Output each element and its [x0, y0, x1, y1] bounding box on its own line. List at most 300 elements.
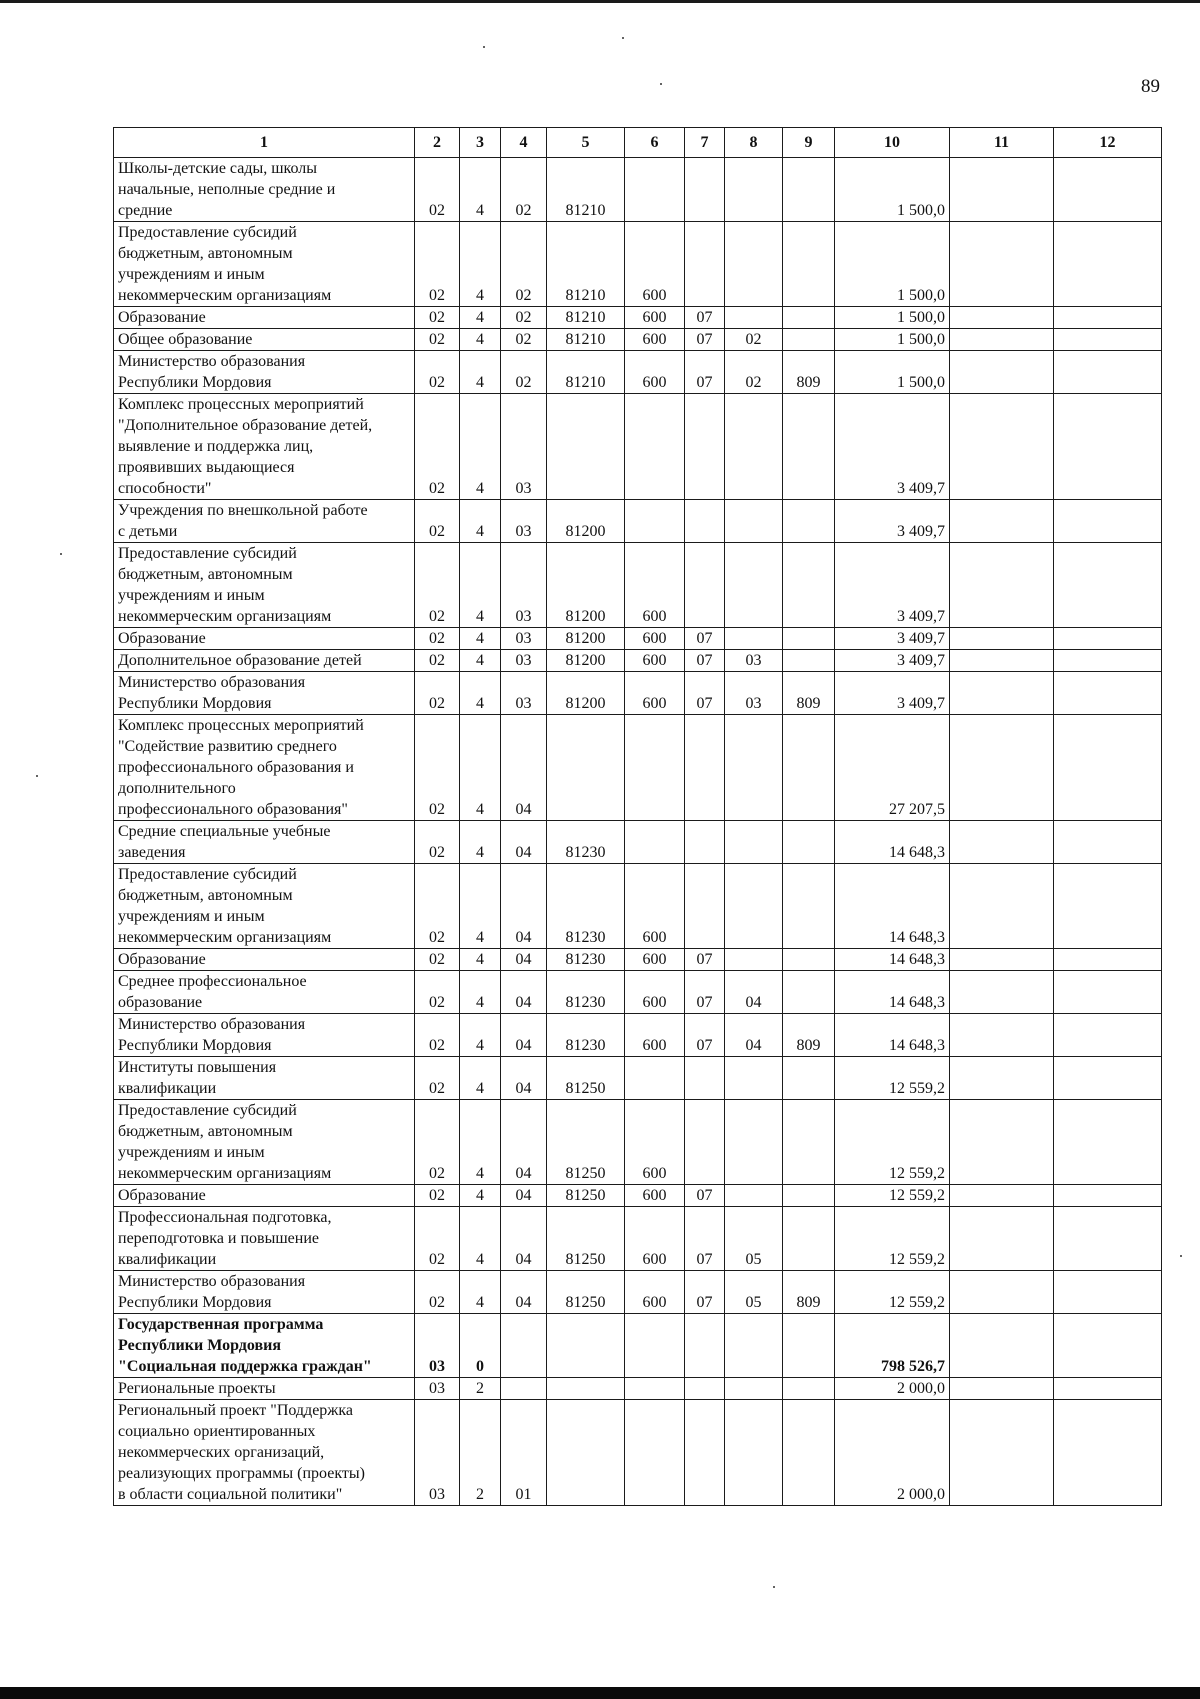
cell-col-9: [783, 394, 835, 500]
cell-col-10: 12 559,2: [835, 1207, 950, 1271]
cell-col-9: [783, 329, 835, 351]
cell-col-2: 02: [415, 543, 460, 628]
table-row: [114, 628, 1162, 650]
cell-col-6: 600: [625, 1014, 685, 1057]
cell-col-9: [783, 949, 835, 971]
cell-col-12: [1054, 394, 1162, 500]
cell-col-7: 07: [685, 949, 725, 971]
cell-col-2: 02: [415, 628, 460, 650]
cell-col-12: [1054, 1014, 1162, 1057]
cell-col-8: [725, 821, 783, 864]
cell-col-4: 04: [501, 971, 547, 1014]
row-name-cell: Министерство образования Республики Мордовия: [114, 351, 415, 394]
cell-col-4: 04: [501, 1100, 547, 1185]
cell-col-3: 4: [460, 394, 501, 500]
row-name-cell: Образование: [114, 1185, 415, 1207]
cell-col-2: 03: [415, 1314, 460, 1378]
cell-col-2: 02: [415, 1185, 460, 1207]
cell-col-7: [685, 821, 725, 864]
cell-col-2: 02: [415, 394, 460, 500]
cell-col-9: [783, 1185, 835, 1207]
cell-col-4: 04: [501, 949, 547, 971]
cell-col-10: 1 500,0: [835, 329, 950, 351]
cell-col-8: 03: [725, 650, 783, 672]
cell-col-11: [950, 500, 1054, 543]
cell-col-12: [1054, 1271, 1162, 1314]
cell-col-7: 07: [685, 1014, 725, 1057]
cell-col-12: [1054, 1378, 1162, 1400]
column-header: 5: [547, 128, 625, 158]
cell-col-12: [1054, 971, 1162, 1014]
table-row: [114, 158, 1162, 222]
cell-col-6: [625, 821, 685, 864]
table-row: [114, 672, 1162, 715]
cell-col-4: 03: [501, 672, 547, 715]
row-name-cell: Среднее профессиональное образование: [114, 971, 415, 1014]
cell-col-2: 02: [415, 650, 460, 672]
cell-col-9: [783, 543, 835, 628]
cell-col-3: 4: [460, 158, 501, 222]
row-name-cell: Учреждения по внешкольной работе с детьми: [114, 500, 415, 543]
cell-col-6: [625, 1378, 685, 1400]
cell-col-5: 81210: [547, 329, 625, 351]
cell-col-6: [625, 158, 685, 222]
cell-col-12: [1054, 351, 1162, 394]
cell-col-4: 04: [501, 1271, 547, 1314]
cell-col-5: 81200: [547, 628, 625, 650]
cell-col-4: 02: [501, 222, 547, 307]
cell-col-5: 81230: [547, 864, 625, 949]
cell-col-12: [1054, 715, 1162, 821]
cell-col-4: [501, 1314, 547, 1378]
cell-col-3: 4: [460, 949, 501, 971]
cell-col-5: [547, 715, 625, 821]
cell-col-3: 4: [460, 715, 501, 821]
row-name-cell: Предоставление субсидий бюджетным, автономным учреждениям и иным некоммерческим организациям: [114, 222, 415, 307]
cell-col-5: 81250: [547, 1271, 625, 1314]
cell-col-12: [1054, 1400, 1162, 1506]
cell-col-9: [783, 1400, 835, 1506]
cell-col-10: 12 559,2: [835, 1185, 950, 1207]
cell-col-9: [783, 821, 835, 864]
cell-col-4: 02: [501, 329, 547, 351]
cell-col-4: 03: [501, 543, 547, 628]
cell-col-2: 02: [415, 351, 460, 394]
cell-col-4: [501, 1378, 547, 1400]
cell-col-5: 81230: [547, 949, 625, 971]
cell-col-5: 81200: [547, 650, 625, 672]
cell-col-7: [685, 1057, 725, 1100]
cell-col-2: 02: [415, 500, 460, 543]
cell-col-11: [950, 971, 1054, 1014]
cell-col-2: 02: [415, 1014, 460, 1057]
cell-col-6: 600: [625, 1185, 685, 1207]
cell-col-5: 81210: [547, 351, 625, 394]
table-row: [114, 1057, 1162, 1100]
row-name-cell: Институты повышения квалификации: [114, 1057, 415, 1100]
column-header: 2: [415, 128, 460, 158]
cell-col-11: [950, 1100, 1054, 1185]
table-body: [114, 158, 1162, 1506]
cell-col-10: 3 409,7: [835, 650, 950, 672]
cell-col-4: 04: [501, 1185, 547, 1207]
cell-col-11: [950, 1271, 1054, 1314]
cell-col-11: [950, 1185, 1054, 1207]
cell-col-6: [625, 394, 685, 500]
cell-col-2: 02: [415, 949, 460, 971]
scan-speck: [660, 83, 662, 85]
cell-col-3: 4: [460, 351, 501, 394]
table-row: [114, 864, 1162, 949]
cell-col-3: 4: [460, 672, 501, 715]
cell-col-8: [725, 1314, 783, 1378]
cell-col-7: 07: [685, 1185, 725, 1207]
cell-col-3: 4: [460, 500, 501, 543]
cell-col-10: 12 559,2: [835, 1271, 950, 1314]
cell-col-5: 81210: [547, 222, 625, 307]
column-header: 6: [625, 128, 685, 158]
table-row: [114, 394, 1162, 500]
cell-col-7: [685, 1400, 725, 1506]
cell-col-8: [725, 1057, 783, 1100]
cell-col-6: 600: [625, 1100, 685, 1185]
table-row: [114, 1400, 1162, 1506]
cell-col-4: 04: [501, 821, 547, 864]
cell-col-4: 02: [501, 351, 547, 394]
cell-col-9: [783, 1314, 835, 1378]
cell-col-9: [783, 650, 835, 672]
table-row: [114, 222, 1162, 307]
cell-col-9: 809: [783, 1271, 835, 1314]
cell-col-5: 81230: [547, 971, 625, 1014]
cell-col-6: [625, 715, 685, 821]
cell-col-12: [1054, 329, 1162, 351]
cell-col-8: 03: [725, 672, 783, 715]
table-row: [114, 1378, 1162, 1400]
cell-col-12: [1054, 1057, 1162, 1100]
column-header: 11: [950, 128, 1054, 158]
cell-col-3: 4: [460, 821, 501, 864]
cell-col-6: [625, 1314, 685, 1378]
cell-col-8: [725, 500, 783, 543]
cell-col-5: 81200: [547, 500, 625, 543]
cell-col-10: 3 409,7: [835, 394, 950, 500]
cell-col-11: [950, 864, 1054, 949]
table-row: [114, 1271, 1162, 1314]
cell-col-8: [725, 715, 783, 821]
cell-col-12: [1054, 1185, 1162, 1207]
cell-col-7: 07: [685, 307, 725, 329]
cell-col-4: 04: [501, 1207, 547, 1271]
budget-table: [113, 127, 1162, 1506]
cell-col-9: [783, 1207, 835, 1271]
cell-col-11: [950, 307, 1054, 329]
cell-col-10: 2 000,0: [835, 1378, 950, 1400]
table-row: [114, 821, 1162, 864]
cell-col-10: 1 500,0: [835, 222, 950, 307]
cell-col-11: [950, 394, 1054, 500]
cell-col-4: 04: [501, 1014, 547, 1057]
cell-col-11: [950, 1400, 1054, 1506]
cell-col-4: 03: [501, 650, 547, 672]
row-name-cell: Региональный проект "Поддержка социально ориентированных некоммерческих организаций, реализующих программы (проекты) в области социальной политики": [114, 1400, 415, 1506]
cell-col-9: 809: [783, 1014, 835, 1057]
cell-col-7: [685, 1378, 725, 1400]
cell-col-12: [1054, 864, 1162, 949]
cell-col-9: [783, 628, 835, 650]
cell-col-2: 02: [415, 1271, 460, 1314]
table-row: [114, 1207, 1162, 1271]
table-row: [114, 971, 1162, 1014]
cell-col-2: 02: [415, 971, 460, 1014]
cell-col-8: [725, 864, 783, 949]
cell-col-12: [1054, 1207, 1162, 1271]
cell-col-5: [547, 1400, 625, 1506]
cell-col-5: 81210: [547, 307, 625, 329]
cell-col-7: [685, 1314, 725, 1378]
cell-col-7: 07: [685, 351, 725, 394]
cell-col-3: 4: [460, 222, 501, 307]
cell-col-8: 04: [725, 1014, 783, 1057]
row-name-cell: Общее образование: [114, 329, 415, 351]
cell-col-6: 600: [625, 307, 685, 329]
cell-col-3: 4: [460, 329, 501, 351]
cell-col-2: 02: [415, 307, 460, 329]
cell-col-4: 02: [501, 158, 547, 222]
cell-col-10: 798 526,7: [835, 1314, 950, 1378]
cell-col-3: 4: [460, 1057, 501, 1100]
cell-col-5: 81210: [547, 158, 625, 222]
cell-col-8: [725, 1378, 783, 1400]
cell-col-7: [685, 1100, 725, 1185]
table-row: [114, 329, 1162, 351]
row-name-cell: Образование: [114, 949, 415, 971]
cell-col-12: [1054, 628, 1162, 650]
cell-col-11: [950, 1378, 1054, 1400]
cell-col-11: [950, 715, 1054, 821]
cell-col-9: 809: [783, 672, 835, 715]
cell-col-7: [685, 864, 725, 949]
column-header: 8: [725, 128, 783, 158]
cell-col-10: 12 559,2: [835, 1057, 950, 1100]
column-header: 1: [114, 128, 415, 158]
cell-col-12: [1054, 1100, 1162, 1185]
cell-col-11: [950, 222, 1054, 307]
cell-col-3: 4: [460, 628, 501, 650]
cell-col-5: 81230: [547, 821, 625, 864]
cell-col-8: [725, 1185, 783, 1207]
cell-col-8: 02: [725, 351, 783, 394]
cell-col-6: 600: [625, 628, 685, 650]
cell-col-7: 07: [685, 329, 725, 351]
cell-col-7: [685, 715, 725, 821]
cell-col-5: 81200: [547, 543, 625, 628]
column-header: 9: [783, 128, 835, 158]
row-name-cell: Министерство образования Республики Мордовия: [114, 672, 415, 715]
cell-col-9: [783, 222, 835, 307]
row-name-cell: Предоставление субсидий бюджетным, автономным учреждениям и иным некоммерческим организациям: [114, 543, 415, 628]
cell-col-11: [950, 949, 1054, 971]
scan-speck: [60, 553, 62, 555]
cell-col-12: [1054, 821, 1162, 864]
cell-col-8: 05: [725, 1207, 783, 1271]
cell-col-10: 27 207,5: [835, 715, 950, 821]
cell-col-10: 1 500,0: [835, 307, 950, 329]
row-name-cell: Образование: [114, 628, 415, 650]
cell-col-5: 81250: [547, 1100, 625, 1185]
cell-col-5: [547, 1314, 625, 1378]
row-name-cell: Школы-детские сады, школы начальные, неполные средние и средние: [114, 158, 415, 222]
row-name-cell: Министерство образования Республики Мордовия: [114, 1014, 415, 1057]
table-row: [114, 351, 1162, 394]
cell-col-10: 3 409,7: [835, 672, 950, 715]
cell-col-11: [950, 329, 1054, 351]
cell-col-9: [783, 1100, 835, 1185]
cell-col-9: [783, 158, 835, 222]
cell-col-9: [783, 1057, 835, 1100]
cell-col-12: [1054, 672, 1162, 715]
cell-col-2: 02: [415, 222, 460, 307]
cell-col-10: 14 648,3: [835, 971, 950, 1014]
cell-col-7: 07: [685, 971, 725, 1014]
column-header: 12: [1054, 128, 1162, 158]
cell-col-9: [783, 715, 835, 821]
cell-col-8: [725, 222, 783, 307]
cell-col-2: 02: [415, 1057, 460, 1100]
column-header: 10: [835, 128, 950, 158]
row-name-cell: Министерство образования Республики Мордовия: [114, 1271, 415, 1314]
cell-col-11: [950, 672, 1054, 715]
table-row: [114, 1314, 1162, 1378]
cell-col-2: 03: [415, 1378, 460, 1400]
scan-speck: [773, 1586, 775, 1588]
cell-col-7: [685, 222, 725, 307]
cell-col-6: [625, 500, 685, 543]
cell-col-10: 14 648,3: [835, 864, 950, 949]
cell-col-6: 600: [625, 329, 685, 351]
row-name-cell: Предоставление субсидий бюджетным, автономным учреждениям и иным некоммерческим организациям: [114, 864, 415, 949]
cell-col-7: 07: [685, 628, 725, 650]
row-name-cell: Предоставление субсидий бюджетным, автономным учреждениям и иным некоммерческим организациям: [114, 1100, 415, 1185]
cell-col-2: 02: [415, 715, 460, 821]
table-row: [114, 949, 1162, 971]
cell-col-6: [625, 1400, 685, 1506]
cell-col-3: 4: [460, 1207, 501, 1271]
header-row: [114, 128, 1162, 158]
cell-col-4: 04: [501, 1057, 547, 1100]
cell-col-10: 14 648,3: [835, 949, 950, 971]
cell-col-6: 600: [625, 864, 685, 949]
scan-bottom-bar: [0, 1687, 1200, 1699]
cell-col-2: 02: [415, 158, 460, 222]
cell-col-6: 600: [625, 222, 685, 307]
table-row: [114, 543, 1162, 628]
cell-col-11: [950, 543, 1054, 628]
cell-col-5: [547, 1378, 625, 1400]
cell-col-10: 14 648,3: [835, 821, 950, 864]
row-name-cell: Профессиональная подготовка, переподготовка и повышение квалификации: [114, 1207, 415, 1271]
cell-col-9: 809: [783, 351, 835, 394]
cell-col-2: 02: [415, 329, 460, 351]
table-row: [114, 650, 1162, 672]
cell-col-3: 4: [460, 543, 501, 628]
cell-col-9: [783, 307, 835, 329]
cell-col-3: 4: [460, 1014, 501, 1057]
cell-col-6: 600: [625, 971, 685, 1014]
cell-col-3: 4: [460, 1100, 501, 1185]
cell-col-10: 2 000,0: [835, 1400, 950, 1506]
cell-col-12: [1054, 949, 1162, 971]
page-number: 89: [1141, 76, 1160, 97]
cell-col-3: 2: [460, 1378, 501, 1400]
cell-col-5: 81250: [547, 1057, 625, 1100]
cell-col-7: 07: [685, 1271, 725, 1314]
cell-col-11: [950, 650, 1054, 672]
cell-col-7: 07: [685, 1207, 725, 1271]
row-name-cell: Образование: [114, 307, 415, 329]
column-header: 4: [501, 128, 547, 158]
cell-col-4: 03: [501, 394, 547, 500]
cell-col-4: 04: [501, 864, 547, 949]
cell-col-11: [950, 821, 1054, 864]
scan-speck: [622, 37, 624, 39]
cell-col-2: 02: [415, 1207, 460, 1271]
row-name-cell: Средние специальные учебные заведения: [114, 821, 415, 864]
cell-col-9: [783, 500, 835, 543]
scan-speck: [1180, 1255, 1182, 1257]
scan-speck: [483, 46, 485, 48]
cell-col-9: [783, 971, 835, 1014]
cell-col-2: 02: [415, 821, 460, 864]
cell-col-4: 02: [501, 307, 547, 329]
cell-col-8: [725, 543, 783, 628]
cell-col-4: 04: [501, 715, 547, 821]
table-row: [114, 1014, 1162, 1057]
cell-col-2: 02: [415, 1100, 460, 1185]
cell-col-2: 02: [415, 864, 460, 949]
cell-col-7: [685, 158, 725, 222]
cell-col-4: 01: [501, 1400, 547, 1506]
cell-col-5: [547, 394, 625, 500]
cell-col-11: [950, 628, 1054, 650]
cell-col-8: [725, 628, 783, 650]
cell-col-7: 07: [685, 650, 725, 672]
cell-col-4: 03: [501, 500, 547, 543]
cell-col-12: [1054, 222, 1162, 307]
cell-col-10: 3 409,7: [835, 628, 950, 650]
cell-col-8: [725, 949, 783, 971]
cell-col-10: 1 500,0: [835, 158, 950, 222]
cell-col-6: 600: [625, 1271, 685, 1314]
cell-col-10: 12 559,2: [835, 1100, 950, 1185]
cell-col-3: 4: [460, 307, 501, 329]
cell-col-12: [1054, 650, 1162, 672]
cell-col-11: [950, 351, 1054, 394]
cell-col-12: [1054, 307, 1162, 329]
cell-col-5: 81200: [547, 672, 625, 715]
cell-col-3: 0: [460, 1314, 501, 1378]
cell-col-11: [950, 1014, 1054, 1057]
cell-col-11: [950, 1314, 1054, 1378]
cell-col-8: 02: [725, 329, 783, 351]
cell-col-7: [685, 500, 725, 543]
column-header: 3: [460, 128, 501, 158]
cell-col-11: [950, 1057, 1054, 1100]
cell-col-5: 81250: [547, 1207, 625, 1271]
cell-col-6: [625, 1057, 685, 1100]
cell-col-2: 03: [415, 1400, 460, 1506]
table-row: [114, 500, 1162, 543]
